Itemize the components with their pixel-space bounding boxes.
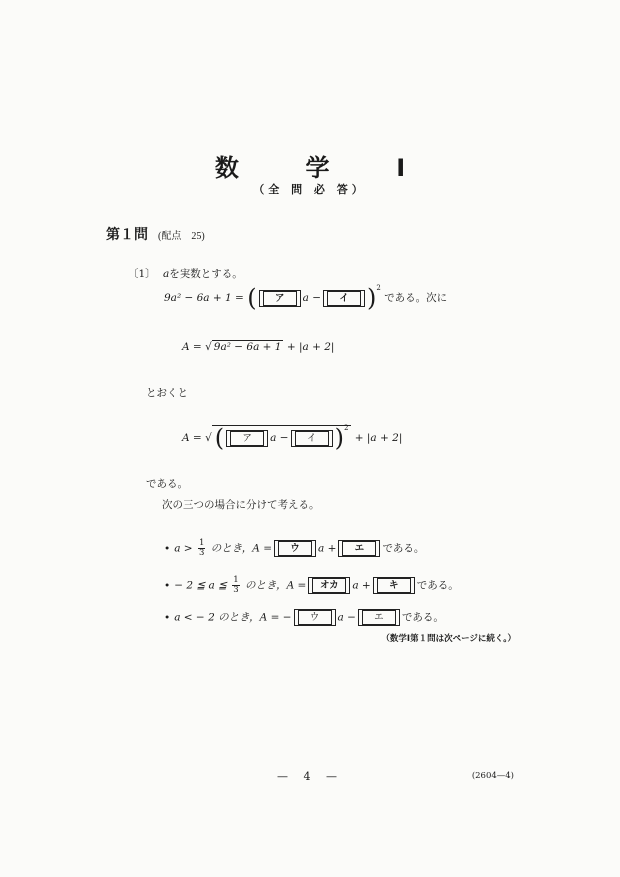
intro-text: を実数とする。 — [169, 268, 243, 280]
answer-box-e: エ — [338, 540, 380, 557]
question-header — [106, 224, 205, 244]
question-label: 第１問 — [106, 227, 148, 243]
page-title — [0, 148, 620, 183]
eq2-tail: + |a + 2| — [286, 341, 335, 353]
continued-note: （数学Ⅰ第１問は次ページに続く。） — [381, 634, 516, 644]
eq1-lhs: 9a² − 6a + 1 = — [164, 292, 244, 304]
page-subtitle: （全 問 必 答） — [253, 183, 367, 196]
eq1-tail: である。次に — [384, 292, 448, 304]
case-3: • a < − 2 のとき，A = − ウ a − エ である。 — [164, 609, 444, 626]
part1-intro — [128, 266, 243, 281]
eq2-sqrt: 9a² − 6a + 1 — [213, 341, 282, 353]
title-char-3: Ⅰ — [396, 154, 406, 182]
answer-box-ki: キ — [373, 577, 415, 594]
eq2-lhs: A = — [182, 341, 202, 353]
part1-marker: 〔1〕 — [128, 268, 156, 280]
equation-1: 9a² − 6a + 1 = ( ア a − イ )$^2$ である。次に — [164, 284, 448, 312]
fraction-one-third-2: $\frac{1}{3}$ — [233, 575, 239, 595]
case-1: • a > $\frac{1}{3}$ のとき，A = ウ a + エ である。 — [164, 538, 425, 558]
eq1-minus: − — [312, 292, 321, 304]
answer-box-i-2: イ — [291, 430, 333, 447]
text-dearu: である。 — [146, 478, 188, 490]
equation-2: A = √ 9a² − 6a + 1 + |a + 2| — [182, 341, 335, 353]
title-char-1: 数 — [214, 154, 239, 182]
fraction-one-third: $\frac{1}{3}$ — [198, 538, 205, 558]
title-char-2: 学 — [305, 154, 330, 182]
equation-3: A = √ ( ア a − イ )$^2$ + |a + 2| — [182, 424, 403, 452]
text-cases: 次の三つの場合に分けて考える。 — [162, 499, 320, 511]
eq3-tail: + |a + 2| — [354, 432, 403, 444]
answer-box-u: ウ — [274, 540, 316, 557]
eq3-sqrt: ( ア a − イ )$^2$ — [212, 425, 352, 450]
case-2: • − 2 ≦ a ≦ $\frac{1}{3}$ のとき，A = オカ a + キ である。 — [164, 575, 459, 595]
answer-box-u-2: ウ — [294, 609, 336, 626]
eq1-var: a — [302, 292, 309, 304]
page-number: — 4 — — [277, 770, 343, 783]
text-okuto: とおくと — [146, 387, 188, 399]
answer-box-i: イ — [323, 290, 365, 307]
answer-box-a-2: ア — [226, 430, 268, 447]
answer-box-oka: オカ — [308, 577, 350, 594]
question-points: (配点 25) — [158, 231, 205, 242]
answer-box-a: ア — [259, 290, 301, 307]
page-code: (2604—4) — [471, 771, 514, 781]
answer-box-e-2: エ — [358, 609, 400, 626]
intro-var: a — [163, 268, 170, 280]
eq3-lhs: A = — [182, 432, 202, 444]
